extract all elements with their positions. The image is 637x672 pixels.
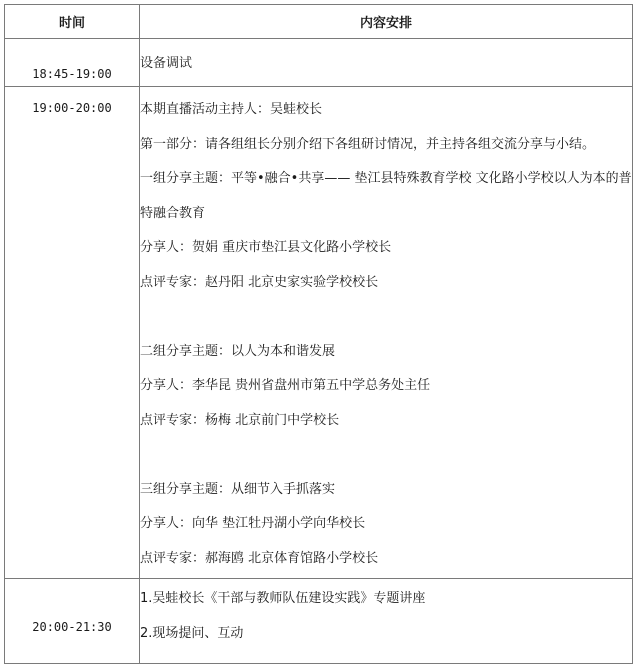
- content-line: 设备调试: [140, 55, 193, 71]
- time-cell: 19:00-20:00: [5, 87, 140, 579]
- content-cell: [140, 39, 633, 87]
- group-two-reviewer: 点评专家：杨梅 北京前门中学校长: [140, 412, 340, 428]
- table-row: [5, 87, 633, 579]
- header-time: 时间: [5, 5, 140, 39]
- host-line: 本期直播活动主持人：吴蛙校长: [140, 102, 323, 117]
- group-three-topic: 三组分享主题：从细节入手抓落实: [140, 481, 336, 497]
- part-one-line: 第一部分：请各组组长分别介绍下各组研讨情况，并主持各组交流分享与小结。: [140, 136, 596, 152]
- time-cell: 20:00-21:30: [5, 579, 140, 664]
- header-content: 内容安排: [140, 5, 633, 39]
- group-two-presenter: 分享人：李华昆 贵州省盘州市第五中学总务处主任: [140, 378, 431, 393]
- table-row: [5, 579, 633, 664]
- content-cell: [140, 579, 633, 664]
- lecture-line: 1.吴蛙校长《干部与教师队伍建设实践》专题讲座: [140, 591, 426, 606]
- schedule-table: [4, 4, 633, 664]
- group-two-topic: 二组分享主题：以人为本和谐发展: [140, 343, 336, 359]
- time-cell: 18:45-19:00: [5, 39, 140, 87]
- header-row: [5, 5, 633, 39]
- table-row: [5, 39, 633, 87]
- group-three-reviewer: 点评专家：郝海鸥 北京体育馆路小学校长: [140, 550, 379, 566]
- group-one-presenter: 分享人：贺娟 重庆市垫江县文化路小学校长: [140, 240, 392, 255]
- qa-line: 2.现场提问、互动: [140, 625, 244, 641]
- group-one-reviewer: 点评专家：赵丹阳 北京史家实验学校校长: [140, 274, 379, 290]
- group-one-topic: 一组分享主题：平等•融合•共享—— 垫江县特殊教育学校 文化路小学校以人为本的普特融合教育: [140, 171, 632, 221]
- blank-line: [140, 300, 632, 335]
- blank-line: [140, 438, 632, 473]
- content-cell: [140, 87, 633, 579]
- group-three-presenter: 分享人：向华 垫江牡丹湖小学向华校长: [140, 516, 366, 531]
